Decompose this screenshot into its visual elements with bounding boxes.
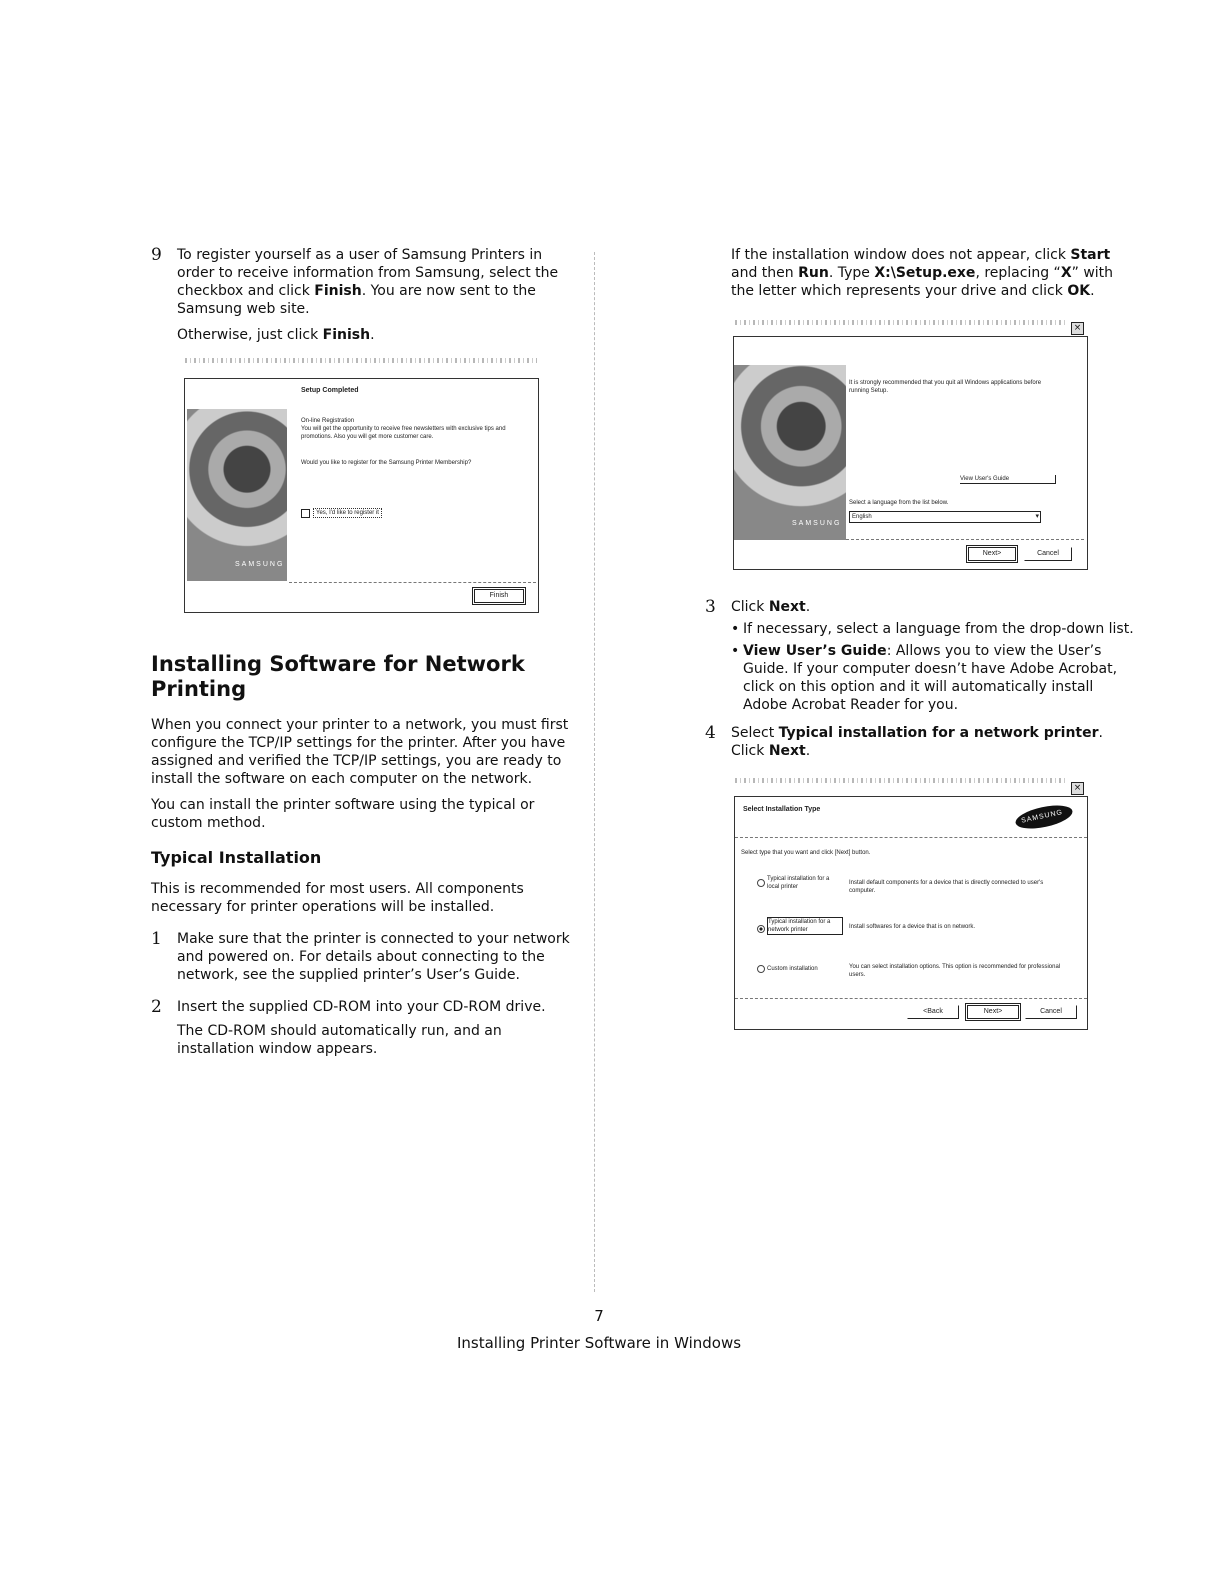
step-number: 2 [151,997,162,1017]
chevron-down-icon: ▾ [1035,513,1039,520]
intro-paragraph-2: You can install the printer software using the typical or custom method. [151,797,535,831]
page-number: 7 [594,1307,604,1325]
registration-text: You will get the opportunity to receive free newsletters with exclusive tips and promotions. Also you will get more customer care. [301,426,506,440]
subsection-heading: Typical Installation [151,848,322,867]
step-2 [151,998,583,1058]
radio-local[interactable] [757,879,765,887]
register-checkbox[interactable] [301,509,310,518]
step-1 [151,930,583,984]
language-value: English [852,514,872,520]
step-9-text: To register yourself as a user of Samsung Printers in order to receive information from Samsung, select the checkbox and click Finish. You are now sent to the Samsung web site. [177,247,559,317]
samsung-logo-oval [1014,801,1075,833]
step-number: 1 [151,929,162,949]
samsung-photo [187,409,287,581]
close-icon[interactable]: × [1071,322,1084,335]
step-4-text: Select Typical installation for a network printer. Click Next. [731,725,1103,759]
dialog-title: Setup Completed [301,387,359,394]
step-number: 4 [705,723,716,743]
samsung-logo: SAMSUNG [235,561,285,568]
samsung-logo: SAMSUNG [792,520,842,527]
back-button[interactable]: <Back [907,1005,959,1019]
welcome-dialog [733,336,1088,570]
option-local-label[interactable]: Typical installation for a local printer [767,876,830,890]
radio-custom[interactable] [757,965,765,973]
option-local-desc: Install default components for a device that is directly connected to user's computer. [849,880,1044,894]
step-number: 3 [705,597,716,617]
dialog-separator [846,539,1084,540]
registration-heading: On-line Registration [301,418,355,424]
step-9 [151,246,583,344]
radio-network-selected[interactable] [757,925,765,933]
screenshot-titlebar-noise [735,778,1065,783]
option-custom-label[interactable]: Custom installation [767,966,818,972]
view-guide-button[interactable]: View User's Guide [960,475,1056,484]
network-section [151,652,583,1058]
footer-separator [735,998,1087,999]
finish-button[interactable]: Finish [474,589,524,603]
step-3-bullets [731,620,1135,714]
next-button[interactable]: Next> [967,1005,1019,1019]
step-3 [705,598,1135,714]
run-note-text: If the installation window does not appear, click Start and then Run. Type X:\Setup.exe, replacing “X” with the letter which represents your drive and click OK. [731,247,1114,299]
step-3-text: Click Next. [731,599,811,615]
registration-question: Would you like to register for the Samsung Printer Membership? [301,460,472,466]
dialog-title: Select Installation Type [743,806,821,813]
cancel-button[interactable]: Cancel [1025,1005,1077,1019]
intro-paragraph-1: When you connect your printer to a network, you must first configure the TCP/IP settings for the printer. After you have assigned and verified the TCP/IP settings, you are ready to install the software on each computer on the network. [151,717,569,787]
samsung-logo: SAMSUNG [1020,809,1064,825]
installation-type-dialog [734,796,1088,1030]
step-9-otherwise: Otherwise, just click Finish. [177,327,375,343]
step-1-text: Make sure that the printer is connected to your network and powered on. For details about connecting to the network, see the supplied printer’s User’s Guide. [177,931,570,983]
cancel-button[interactable]: Cancel [1024,547,1072,561]
subsection-intro: This is recommended for most users. All components necessary for printer operations will be installed. [151,881,524,915]
step-2-text-2: The CD-ROM should automatically run, and an installation window appears. [177,1023,502,1057]
footer-title: Installing Printer Software in Windows [456,1334,742,1352]
section-heading: Installing Software for Network Printing [151,652,525,701]
option-network-desc: Install softwares for a device that is on network. [849,924,976,930]
instruction-text: Select type that you want and click [Next] button. [741,850,871,856]
header-separator [735,837,1087,838]
left-column [151,246,583,344]
close-icon[interactable]: × [1071,782,1084,795]
option-custom-desc: You can select installation options. This option is recommended for professional users. [849,964,1061,978]
right-column [705,246,1135,300]
setup-completed-dialog [184,378,539,613]
step-4 [705,724,1135,760]
screenshot-titlebar-noise [185,358,537,363]
step-number: 9 [151,245,162,265]
steps-3-4 [705,598,1135,760]
bullet-language: • If necessary, select a language from the drop-down list. [731,620,1135,638]
dialog-separator [289,582,536,583]
language-select[interactable] [849,511,1041,523]
samsung-photo [734,365,846,540]
bullet-user-guide: • View User’s Guide: Allows you to view the User’s Guide. If your computer doesn’t have Adobe Acrobat, click on this option and it will automatically install Adobe Acrobat Reader for you. [731,642,1135,714]
recommend-text: It is strongly recommended that you quit all Windows applications before running Setup. [849,380,1042,394]
step-2-text: Insert the supplied CD-ROM into your CD-ROM drive. [177,999,546,1015]
select-language-label: Select a language from the list below. [849,500,949,506]
register-checkbox-label[interactable]: Yes, I'd like to register it [313,508,382,518]
option-network-label[interactable]: Typical installation for a network printer [767,917,843,935]
run-note [705,246,1135,300]
screenshot-titlebar-noise [735,320,1065,325]
next-button[interactable]: Next> [968,547,1016,561]
column-divider [594,252,595,1292]
